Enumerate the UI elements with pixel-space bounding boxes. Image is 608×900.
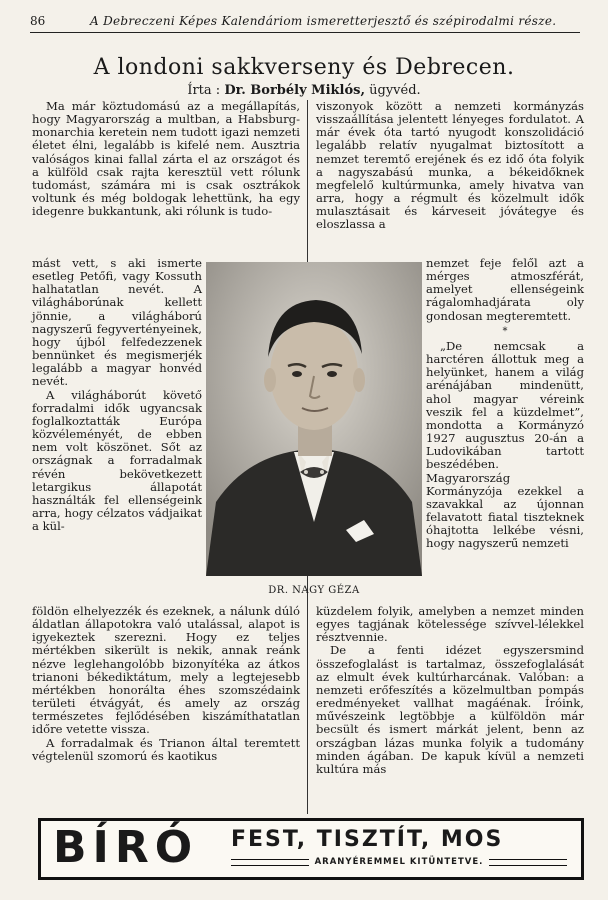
ad-award: ARANYÉREMMEL KITÜNTETVE. bbox=[314, 857, 484, 867]
right-column-top bbox=[316, 100, 584, 232]
decorative-rule bbox=[489, 859, 567, 866]
paragraph: mást vett, s aki ismerte esetleg Petőfi, vagy Kossuth halhatatlan nevét. A világháborúnak kellett jönnie, a világháború nagyszerű fegyvertényeinek, hogy újból felfedezzenek bennünket és megismerjék legalább a magyar honvéd nevét. bbox=[32, 256, 202, 389]
paragraph: viszonyok között a nemzeti kormányzás visszaállítása jelentett lényeges fordulatot. A már évek óta tartó nyugodt konszolidáció legalább relatív nyugalmat biztosított a nemzet teremtő erejének és ez idő óta folyik a nagyszabású munka, a békeidőknek megfelelő kultúrmunka, amely hivatva van arra, hogy a régmult és közelmult idők mulasztásait és kárveseit jóvátegye és eloszlassa a bbox=[316, 99, 584, 232]
paragraph: De a fenti idézet egyszersmind összefoglalást is tartalmaz, összefoglalását az elmult évek kultúrharcának. Valóban: a nemzeti erőfeszítés a közelmultban pompás eredményeket vallhat magáénak. Íróink, művészeink legtöbbje a külföldön már becsült és ismert márkát jelent, benn az országban lázas munka folyik a tudomány minden ágában. De kapuk kívül a nemzeti kultúra más bbox=[316, 643, 584, 776]
paragraph: küzdelem folyik, amelyben a nemzet minden egyes tagjának kötelessége szívvel-lélekkel résztvennie. bbox=[316, 604, 584, 645]
decorative-rule bbox=[231, 859, 309, 866]
paragraph: A világháborút követő forradalmi idők ugyancsak foglalkoztatták Európa közvéleményét, de ebben nem volt köszönet. Sőt az országnak a forradalmak révén bekövetkezett letargikus állapotát használták fel ellenségeink arra, hogy célzatos vádjaikat a kül- bbox=[32, 387, 202, 534]
left-column-bottom bbox=[32, 605, 300, 763]
paragraph: A forradalmak és Trianon által teremtett végtelenül szomorú és kaotikus bbox=[32, 735, 300, 763]
header-rule bbox=[30, 32, 580, 33]
right-column-bottom bbox=[316, 605, 584, 776]
portrait-photo bbox=[206, 262, 422, 576]
article-title: A londoni sakkverseny és Debrecen. bbox=[93, 55, 515, 80]
page-number: 86 bbox=[30, 14, 46, 28]
running-title: A Debreczeni Képes Kalendáriom ismeretterjesztő és szépirodalmi része. bbox=[90, 14, 557, 28]
portrait-caption: DR. NAGY GÉZA bbox=[268, 585, 360, 596]
running-header bbox=[30, 10, 578, 32]
section-separator: * bbox=[502, 325, 508, 337]
advertisement bbox=[38, 818, 584, 880]
right-column-narrow bbox=[426, 257, 584, 550]
author-role: ügyvéd. bbox=[369, 83, 421, 98]
paragraph: Ma már köztudomású az a megállapítás, hogy Magyarország a multban, a Habsburg-monarchia keretein nem tudott igazi nemzeti életet élni, legalább is kifelé nem. Ausztria valóságos kinai fallal zárta el az országot és a külföld csak rajta keresztül vett rólunk tudomást, számára mi is csak osztrákok voltunk és még boldogak lehettünk, ha egy idegenre bukkantunk, aki rólunk is tudo- bbox=[32, 99, 300, 219]
paragraph: nemzet feje felől azt a mérges atmoszférát, amelyet ellenségeink rágalomhadjárata oly gondosan megteremtett. bbox=[426, 256, 584, 323]
ad-headline: FEST, TISZTÍT, MOS bbox=[231, 827, 504, 852]
left-column-narrow bbox=[32, 257, 202, 533]
author-name: Dr. Borbély Miklós, bbox=[224, 83, 365, 98]
ad-brand: BÍRÓ bbox=[53, 822, 199, 873]
ad-subline bbox=[231, 857, 567, 867]
paragraph: „De nemcsak a harctéren állottuk meg a helyünket, hanem a világ arénájában mindenütt, ahol magyar véreink veszik fel a küzdelmet”, mondotta a Kormányzó 1927 augusztus 20-án a Ludovikában tartott beszédében. Magyarország Kormányzója ezekkel a szavakkal az újonnan felavatott fiatal tiszteknek óhajtotta lelkébe vésni, hogy nagyszerű nemzeti bbox=[426, 338, 584, 551]
paragraph: földön elhelyezzék és ezeknek, a nálunk dúló áldatlan állapotokra való utalással, alapot is igyekeztek szerezni. Hogy ez teljes mértékben sikerült is nekik, annak reánk nézve leglehangolóbb bizonyítéka az átkos trianoni békediktátum, mely a legtejesebb mértékben honorálta éhes szomszédaink területi étvágyát, és amely az ország természetes fejlődésében kiszámíthatatlan időre vetette vissza. bbox=[32, 604, 300, 737]
byline bbox=[0, 83, 608, 98]
left-column-top bbox=[32, 100, 300, 218]
portrait-illustration bbox=[206, 262, 422, 576]
byline-prefix: Írta : bbox=[187, 83, 221, 98]
